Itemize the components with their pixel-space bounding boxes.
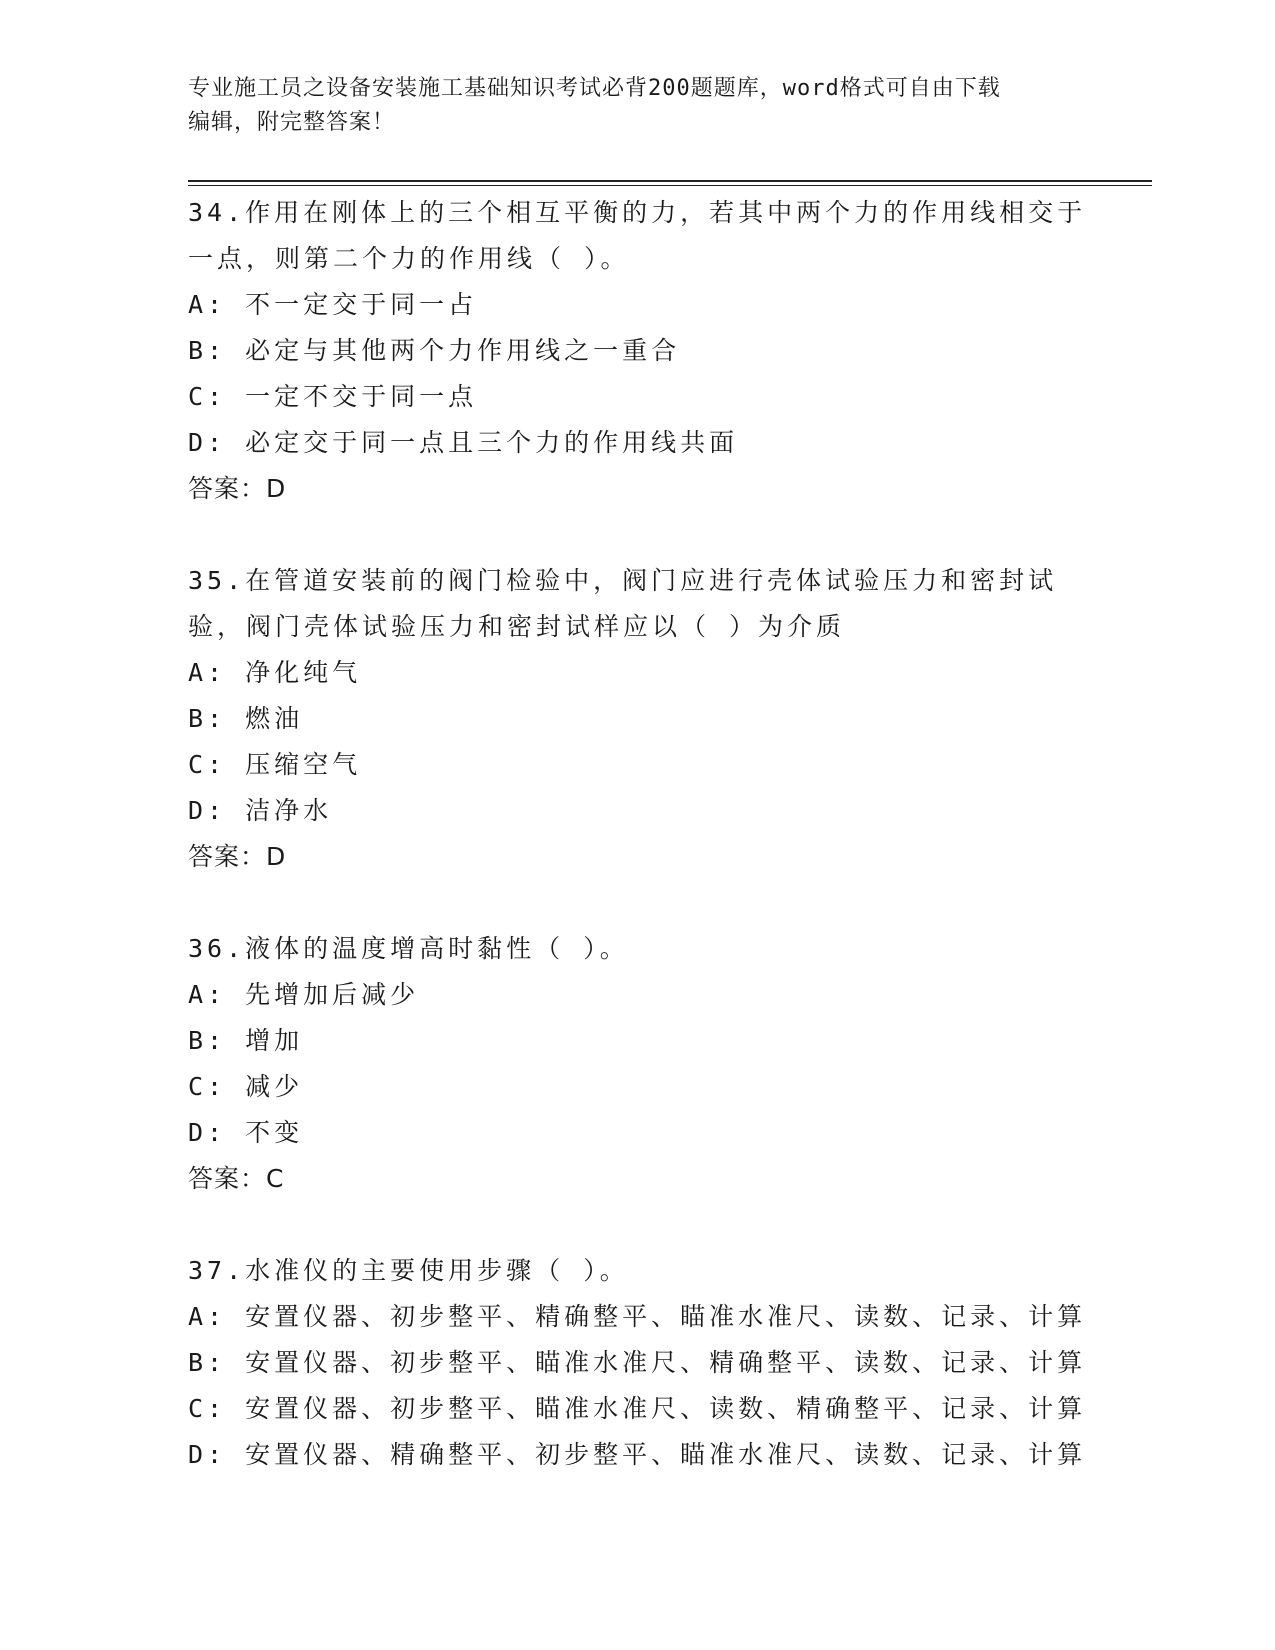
question-stem: 35.在管道安装前的阀门检验中，阀门应进行壳体试验压力和密封试验，阀门壳体试验压力和密封试样应以（ ）为介质	[188, 566, 1058, 641]
answer-line: 答案：C	[188, 1164, 285, 1193]
document-header	[188, 72, 1088, 140]
option-a: A: 净化纯气	[188, 658, 362, 687]
option-c: C: 减少	[188, 1072, 304, 1101]
option-b: B: 必定与其他两个力作用线之一重合	[188, 336, 681, 365]
option-list	[188, 1294, 1088, 1478]
option-a: A: 先增加后减少	[188, 980, 420, 1009]
answer-line: 答案：D	[188, 474, 287, 503]
option-d: D: 安置仪器、精确整平、初步整平、瞄准水准尺、读数、记录、计算	[188, 1440, 1087, 1469]
header-divider-thin	[188, 185, 1152, 186]
question-34	[188, 190, 1088, 512]
option-d: D: 不变	[188, 1118, 304, 1147]
option-c: C: 压缩空气	[188, 750, 362, 779]
question-36	[188, 926, 1088, 1202]
question-stem: 34.作用在刚体上的三个相互平衡的力，若其中两个力的作用线相交于一点，则第二个力的作用线（ ）。	[188, 198, 1087, 273]
header-divider-thick	[188, 180, 1152, 182]
question-35	[188, 558, 1088, 880]
option-c: C: 一定不交于同一点	[188, 382, 478, 411]
option-a: A: 安置仪器、初步整平、精确整平、瞄准水准尺、读数、记录、计算	[188, 1302, 1087, 1331]
question-stem: 37.水准仪的主要使用步骤（ ）。	[188, 1256, 629, 1285]
option-b: B: 增加	[188, 1026, 304, 1055]
answer-line: 答案：D	[188, 842, 287, 871]
option-b: B: 安置仪器、初步整平、瞄准水准尺、精确整平、读数、记录、计算	[188, 1348, 1087, 1377]
header-line-1: 专业施工员之设备安装施工基础知识考试必背200题题库，word格式可自由下载	[188, 76, 1001, 101]
question-37	[188, 1248, 1088, 1478]
option-list	[188, 650, 1088, 834]
option-list	[188, 972, 1088, 1156]
question-list	[188, 190, 1088, 1524]
option-d: D: 洁净水	[188, 796, 333, 825]
header-line-2: 编辑，附完整答案！	[188, 110, 396, 135]
option-b: B: 燃油	[188, 704, 304, 733]
question-stem: 36.液体的温度增高时黏性（ ）。	[188, 934, 629, 963]
option-d: D: 必定交于同一点且三个力的作用线共面	[188, 428, 739, 457]
option-c: C: 安置仪器、初步整平、瞄准水准尺、读数、精确整平、记录、计算	[188, 1394, 1087, 1423]
option-a: A: 不一定交于同一占	[188, 290, 478, 319]
option-list	[188, 282, 1088, 466]
